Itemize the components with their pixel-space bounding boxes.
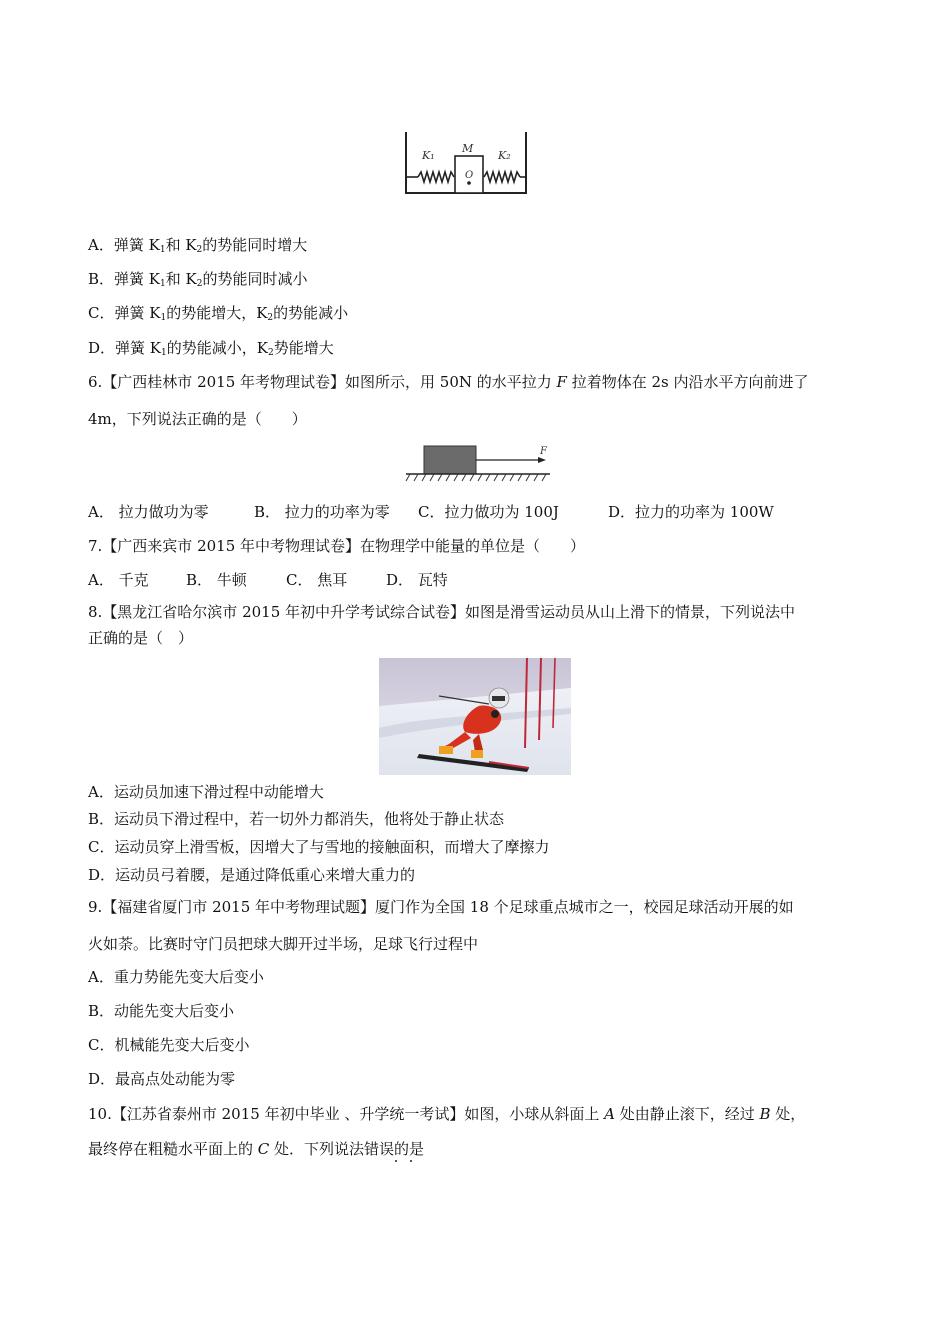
q6-stem-line2: 4m，下列说法正确的是（ ） bbox=[88, 410, 307, 428]
force-label: F bbox=[540, 446, 547, 457]
q10-stem-line2: 最终停在粗糙水平面上的 C 处．下列说法错误的是 bbox=[88, 1140, 425, 1158]
q9-stem-line2: 火如荼。比赛时守门员把球大脚开过半场，足球飞行过程中 bbox=[88, 935, 479, 953]
q10-stem-line1: 10.【江苏省泰州市 2015 年初中毕业 、升学统一考试】如图，小球从斜面上 A 处由静止滚下，经过 B 处， bbox=[88, 1105, 806, 1123]
q5-option-d: D．弹簧 $K_1$的势能减小，$K_2$势能增大 bbox=[88, 339, 334, 358]
label-k1: K₁ bbox=[422, 149, 435, 162]
q8-option-b: B．运动员下滑过程中，若一切外力都消失，他将处于静止状态 bbox=[88, 810, 505, 828]
q6-option-b: B． 拉力的功率为零 bbox=[254, 503, 390, 521]
q8-stem-line1: 8.【黑龙江省哈尔滨市 2015 年初中升学考试综合试卷】如图是滑雪运动员从山上滑下的情景，下列说法中 bbox=[88, 603, 796, 621]
q9-option-d: D．最高点处动能为零 bbox=[88, 1070, 236, 1088]
q8-option-c: C．运动员穿上滑雪板，因增大了与雪地的接触面积，而增大了摩擦力 bbox=[88, 838, 550, 856]
q8-option-a: A．运动员加速下滑过程中动能增大 bbox=[88, 783, 324, 801]
emphasis-dots bbox=[395, 1160, 415, 1164]
q5-option-c: C．弹簧 $K_1$的势能增大，$K_2$的势能减小 bbox=[88, 304, 349, 323]
q6-option-c: C．拉力做功为 100J bbox=[418, 503, 559, 521]
q7-option-d: D． 瓦特 bbox=[386, 571, 448, 589]
label-k2: K₂ bbox=[498, 149, 511, 162]
q7-option-a: A． 千克 bbox=[88, 571, 149, 589]
q9-option-c: C．机械能先变大后变小 bbox=[88, 1036, 250, 1054]
q9-stem-line1: 9.【福建省厦门市 2015 年中考物理试题】厦门作为全国 18 个足球重点城市之一，校园足球活动开展的如 bbox=[88, 898, 794, 916]
q9-option-b: B．动能先变大后变小 bbox=[88, 1002, 235, 1020]
label-o: O bbox=[465, 170, 474, 181]
q7-option-c: C． 焦耳 bbox=[286, 571, 348, 589]
q6-option-d: D．拉力的功率为 100W bbox=[608, 503, 774, 521]
q7-stem: 7.【广西来宾市 2015 年中考物理试卷】在物理学中能量的单位是（ ） bbox=[88, 537, 586, 555]
spring-system-figure bbox=[404, 126, 530, 208]
q8-stem-line2: 正确的是（ ） bbox=[88, 629, 194, 647]
block-pull-figure bbox=[404, 442, 552, 484]
force-arrowhead bbox=[538, 457, 546, 463]
q8-option-d: D．运动员弓着腰，是通过降低重心来增大重力的 bbox=[88, 866, 416, 884]
label-m: M bbox=[462, 142, 474, 155]
q6-stem-line1: 6.【广西桂林市 2015 年考物理试卷】如图所示，用 50N 的水平拉力 F 拉着物体在 2s 内沿水平方向前进了 bbox=[88, 373, 809, 391]
q9-option-a: A．重力势能先变大后变小 bbox=[88, 968, 264, 986]
skier-photo bbox=[379, 658, 571, 775]
q5-option-b: B．弹簧 $K_1$和 $K_2$的势能同时减小 bbox=[88, 270, 308, 289]
q5-option-a: A．弹簧 $K_1$和 $K_2$的势能同时增大 bbox=[88, 236, 308, 255]
q6-option-a: A． 拉力做功为零 bbox=[88, 503, 209, 521]
q7-option-b: B． 牛顿 bbox=[186, 571, 247, 589]
